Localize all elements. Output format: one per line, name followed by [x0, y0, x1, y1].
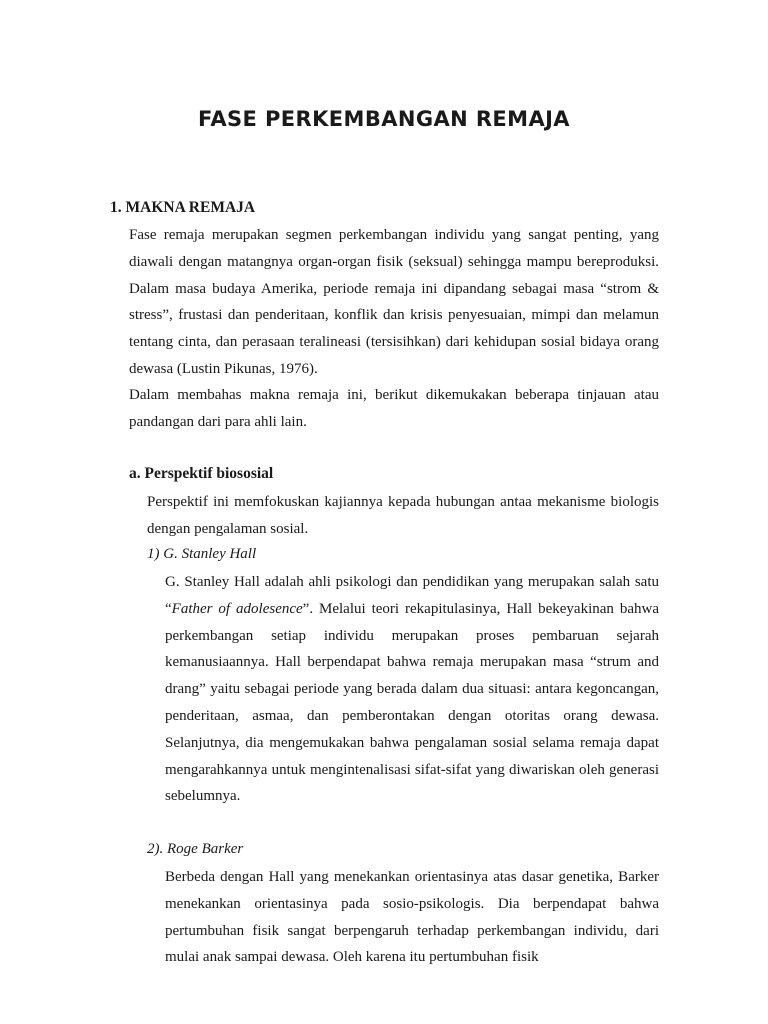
- paragraph-roge-barker: Berbeda dengan Hall yang menekankan orientasinya atas dasar genetika, Barker menekankan orientasinya pada sosio-psikologis. Dia berpendapat bahwa pertumbuhan fisik sangat berpengaruh terhadap perkembangan individu, dari mulai anak sampai dewasa. Oleh karena itu pertumbuhan fisik: [165, 869, 659, 966]
- section-heading-makna-remaja: 1. MAKNA REMAJA: [110, 199, 256, 216]
- paragraph-stanley-hall: [165, 569, 659, 810]
- subheading-roge-barker: 2). Roge Barker: [147, 841, 244, 857]
- hall-text-after: ”. Melalui teori rekapitulasinya, Hall bekeyakinan bahwa perkembangan setiap individu merupakan proses pembaruan sejarah kemanusiaannya. Hall berpendapat bahwa remaja merupakan masa “strum and drang” yaitu sebagai periode yang berada dalam dua situasi: antara kegoncangan, penderitaan, asmaa, dan pemberontakan dengan otoritas orang dewasa. Selanjutnya, dia mengemukakan bahwa pengalaman sosial selama remaja dapat mengarahkannya untuk mengintenalisasi sifat-sifat yang diwariskan oleh generasi sebelumnya.: [165, 600, 659, 805]
- paragraph-biososial: Perspektif ini memfokuskan kajiannya kepada hubungan antaa mekanisme biologis dengan pengalaman sosial.: [147, 494, 659, 537]
- subheading-stanley-hall: 1) G. Stanley Hall: [147, 546, 257, 562]
- hall-text-italic: Father of adolesence: [171, 600, 303, 617]
- document-title: FASE PERKEMBANGAN REMAJA: [198, 107, 570, 131]
- hall-text-before: G. Stanley Hall adalah ahli psikologi dan pendidikan yang merupakan salah satu “: [165, 574, 659, 617]
- paragraph-pandangan-ahli: Dalam membahas makna remaja ini, berikut dikemukakan beberapa tinjauan atau pandangan dari para ahli lain.: [129, 387, 659, 430]
- paragraph-makna-remaja: Fase remaja merupakan segmen perkembangan individu yang sangat penting, yang diawali dengan matangnya organ-organ fisik (seksual) sehingga mampu bereproduksi. Dalam masa budaya Amerika, periode remaja ini dipandang sebagai masa “strom & stress”, frustasi dan penderitaan, konflik dan krisis penyesuaian, mimpi dan melamun tentang cinta, dan perasaan teralineasi (tersisihkan) dari kehidupan sosial bidaya orang dewasa (Lustin Pikunas, 1976).: [129, 227, 659, 377]
- subsection-heading-biososial: a. Perspektif biososial: [129, 465, 274, 482]
